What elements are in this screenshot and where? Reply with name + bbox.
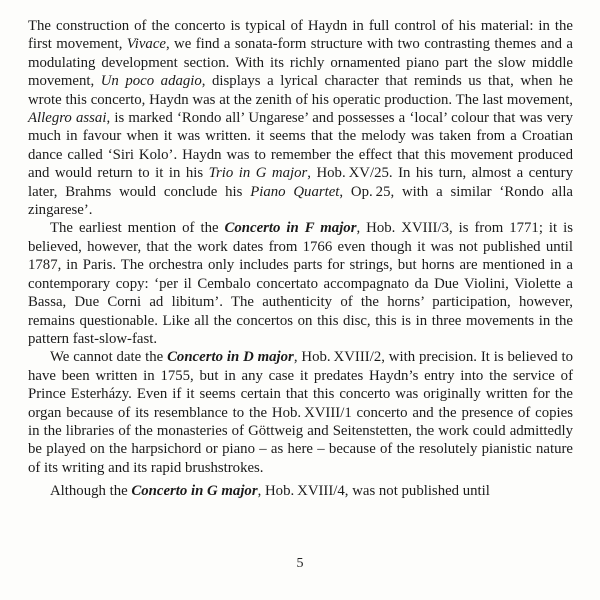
paragraph-concerto-construction (28, 17, 573, 219)
text-segment: , Hob. XVIII/3, is from 1771; it is believed, however, that the work dates from 1766 even though it was not published until 1787, in Paris. The orchestra only includes parts for strings, but horns are mentioned in a contemporary copy: ‘per il Cembalo concertato accompagnato da Due Violini, Violette a Bassa, Due Corni ad libitum’. The authenticity of the horns’ participation, however, remains questionable. Like all the concertos on this disc, this is in three movements in the pattern fast-slow-fast. (28, 220, 573, 347)
text-block (28, 17, 573, 501)
paragraph-concerto-d-major (28, 348, 573, 477)
text-segment: , Hob. XV/25. In his turn, almost a century later, Brahms would conclude his (28, 165, 574, 200)
text-segment: We cannot date the (50, 349, 168, 366)
text-segment: , we find a sonata-form structure with two contrasting themes and a modulating development section. With its richly ornamented piano part the slow middle movement, (28, 36, 573, 90)
text-segment: , Hob. XVIII/2, with precision. It is believed to have been written in 1755, but in any case it predates Haydn’s entry into the service of Prince Esterházy. Even if it seems certain that this concerto was originally written for the organ because of its resemblance to the Hob. XVIII/1 concerto and the presence of copies in the libraries of the monasteries of Göttweig and Seitenstetten, the work could admittedly be played on the harpsichord or piano – as here – because of the resolutely pianistic nature of its writing and its rapid brushstrokes. (28, 349, 574, 476)
text-segment: Trio in G major (208, 165, 308, 182)
text-segment: Concerto in F major (224, 220, 357, 237)
text-segment: Allegro assai (28, 110, 107, 127)
text-segment: Piano Quartet (250, 183, 340, 200)
text-segment: Vivace (126, 36, 166, 53)
paragraph-concerto-f-major (28, 219, 573, 348)
text-segment: Concerto in G major (131, 483, 258, 500)
text-segment: , displays a lyrical character that reminds us that, when he wrote this concerto, Haydn was at the zenith of his operatic production. The last movement, (28, 73, 573, 108)
text-segment: , Hob. XVIII/4, was not published until (257, 483, 490, 500)
text-segment: The construction of the concerto is typical of Haydn in full control of his material: in the first movement, (28, 18, 573, 53)
text-segment: Although the (50, 483, 132, 500)
text-segment: Un poco adagio (100, 73, 202, 90)
text-segment: , Op. 25, with a similar ‘Rondo alla zingarese’. (28, 183, 573, 219)
text-segment: The earliest mention of the (50, 220, 225, 237)
paragraph-concerto-g-major (28, 482, 573, 500)
text-segment: , is marked ‘Rondo all’ Ungarese’ and possesses a ‘local’ colour that was very much in favour when it was written. it seems that the melody was taken from a Croatian dance called ‘Siri Kolo’. Haydn was to remember the effect that this movement produced and would return to it in his (28, 110, 573, 182)
page-number: 5 (296, 556, 304, 571)
text-segment: Concerto in D major (167, 349, 294, 366)
